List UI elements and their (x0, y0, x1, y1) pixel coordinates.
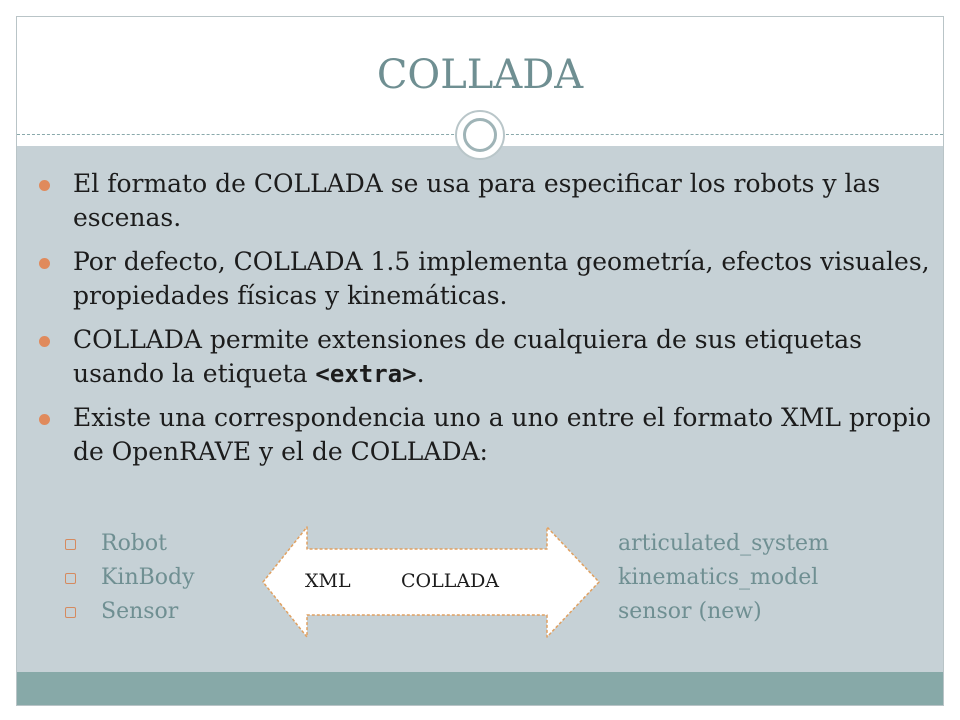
xml-element-item (53, 527, 253, 561)
collada-element-item: articulated_system (618, 531, 829, 556)
bullet-text: Por defecto, COLLADA 1.5 implementa geometría, efectos visuales, propiedades físicas y kinemáticas. (73, 247, 930, 310)
xml-element-list (53, 527, 253, 629)
xml-element-label: KinBody (101, 565, 195, 590)
arrow-label-xml: XML (305, 570, 351, 592)
bullet-text: COLLADA permite extensiones de cualquiera de sus etiquetas usando la etiqueta (73, 325, 862, 388)
ring-ornament-icon (455, 110, 505, 160)
xml-element-label: Robot (101, 531, 167, 556)
collada-element-list (618, 527, 918, 629)
hollow-square-bullet-icon (65, 539, 76, 550)
bullet-item (17, 323, 943, 391)
xml-element-item (53, 595, 253, 629)
bullet-dot-icon (39, 258, 50, 269)
bullet-dot-icon (39, 414, 50, 425)
bullet-dot-icon (39, 336, 50, 347)
bullet-text: El formato de COLLADA se usa para especificar los robots y las escenas. (73, 169, 881, 232)
bullet-text: Existe una correspondencia uno a uno entre el formato XML propio de OpenRAVE y el de COLLADA: (73, 403, 932, 466)
bullet-item (17, 167, 943, 235)
xml-element-item (53, 561, 253, 595)
slide-title: COLLADA (376, 52, 584, 98)
bullet-item (17, 401, 943, 469)
bullet-list (17, 167, 943, 479)
collada-element-item: kinematics_model (618, 565, 819, 590)
xml-element-label: Sensor (101, 599, 179, 624)
hollow-square-bullet-icon (65, 607, 76, 618)
extra-tag-code: <extra> (315, 360, 417, 388)
bullet-item (17, 245, 943, 313)
footer-band (17, 672, 943, 705)
hollow-square-bullet-icon (65, 573, 76, 584)
bullet-text-end: . (416, 359, 425, 388)
arrow-label-collada: COLLADA (401, 570, 500, 592)
collada-element-item: sensor (new) (618, 599, 762, 624)
ring-inner (463, 118, 497, 152)
bullet-dot-icon (39, 180, 50, 191)
slide (16, 16, 944, 706)
